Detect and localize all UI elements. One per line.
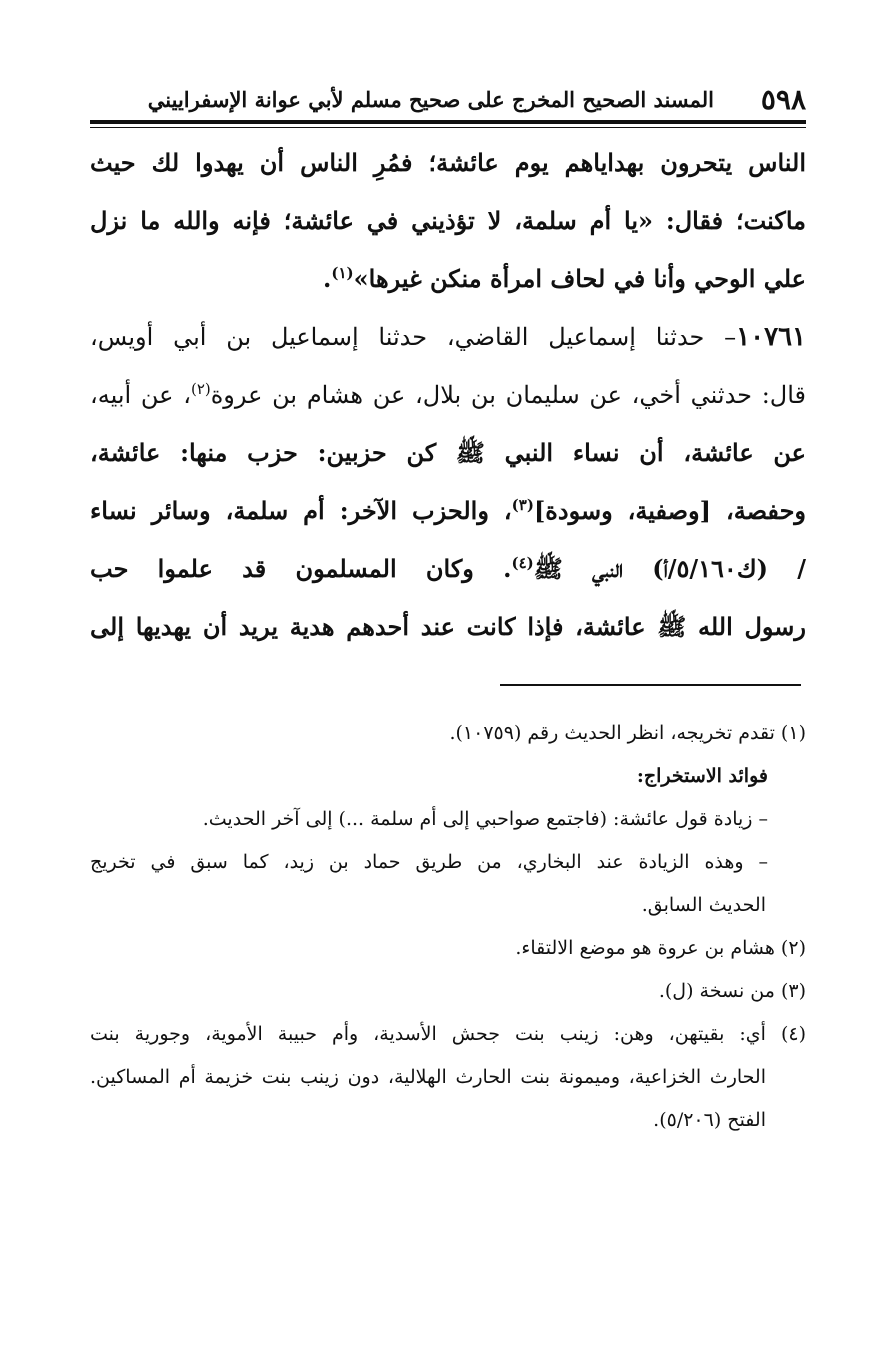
main-text [90,134,806,656]
text-line-5-a: قال: حدثني أخي، عن سليمان بن بلال، عن هشام بن عروة [210,381,807,409]
running-title: المسند الصحيح المخرج على صحيح مسلم لأبي عوانة الإسفراييني [147,87,714,112]
text-line-8-a: / (ك٥/١٦٠/أ) النبي ﷺ [533,554,806,583]
text-line-5 [90,366,806,424]
footnotes [90,712,806,1142]
text-line-7 [90,482,806,540]
footnote-4-line-1: (٤) أي: بقيتهن، وهن: زينب بنت جحش الأسدية، وأم حبيبة الأموية، وجورية بنت [90,1023,806,1045]
benefit-2-line-2: الحديث السابق. [641,894,766,916]
page-number: ٥٩٨ [760,83,806,116]
page-header [90,80,806,120]
text-line-4-content: – حدثنا إسماعيل القاضي، حدثنا إسماعيل بن أبي أويس، [90,323,737,351]
text-line-5-b: ، عن أبيه، [90,381,191,409]
footnote-2: (٢) هشام بن عروة هو موضع الالتقاء. [515,937,806,959]
footnote-ref-3: (٣) [511,496,534,514]
footnote-3: (٣) من نسخة (ل). [658,980,806,1002]
footnote-ref-1: (١) [331,264,354,282]
header-rule-thick [90,120,806,124]
benefit-2-line-1: – وهذه الزيادة عند البخاري، من طريق حماد بن زيد، كما سبق في تخريج [90,851,768,873]
text-line-6: عن عائشة، أن نساء النبي ﷺ كن حزبين: حزب منها: عائشة، [90,438,806,467]
hadith-number: ١٠٧٦١ [736,322,806,352]
footnote-separator [500,684,801,686]
text-line-7-a: وحفصة، [وصفية، وسودة] [533,496,806,525]
text-line-8 [90,540,806,598]
text-line-2: ماكنت؛ فقال: «يا أم سلمة، لا تؤذيني في عائشة؛ فإنه والله ما نزل [90,206,806,235]
text-line-8-b: . وكان المسلمون قد علموا حب [90,554,512,583]
text-line-1: الناس يتحرون بهداياهم يوم عائشة؛ فمُرِ الناس أن يهدوا لك حيث [90,148,806,177]
benefit-1: – زيادة قول عائشة: (فاجتمع صواحبي إلى أم سلمة ...) إلى آخر الحديث. [202,808,768,830]
text-line-3-content: علي الوحي وأنا في لحاف امرأة منكن غيرها» [353,264,806,293]
text-line-4 [90,308,806,366]
footnote-4-line-2: الحارث الخزاعية، وميمونة بنت الحارث الهلالية، دون زينب بنت خزيمة أم المساكين. [90,1066,766,1088]
header-rule-thin [90,127,806,128]
text-line-3-end: . [323,264,332,293]
footnote-ref-2: (٢) [190,380,211,398]
footnote-1: (١) تقدم تخريجه، انظر الحديث رقم (١٠٧٥٩). [449,722,806,744]
text-line-3 [90,250,806,308]
footnote-4-line-3: الفتح (٥/٢٠٦). [653,1109,766,1131]
text-line-9: رسول الله ﷺ عائشة، فإذا كانت عند أحدهم هدية يريد أن يهديها إلى [90,612,806,641]
text-line-7-b: ، والحزب الآخر: أم سلمة، وسائر نساء [90,496,512,525]
footnote-ref-4: (٤) [511,554,534,572]
benefits-heading: فوائد الاستخراج: [636,765,768,787]
